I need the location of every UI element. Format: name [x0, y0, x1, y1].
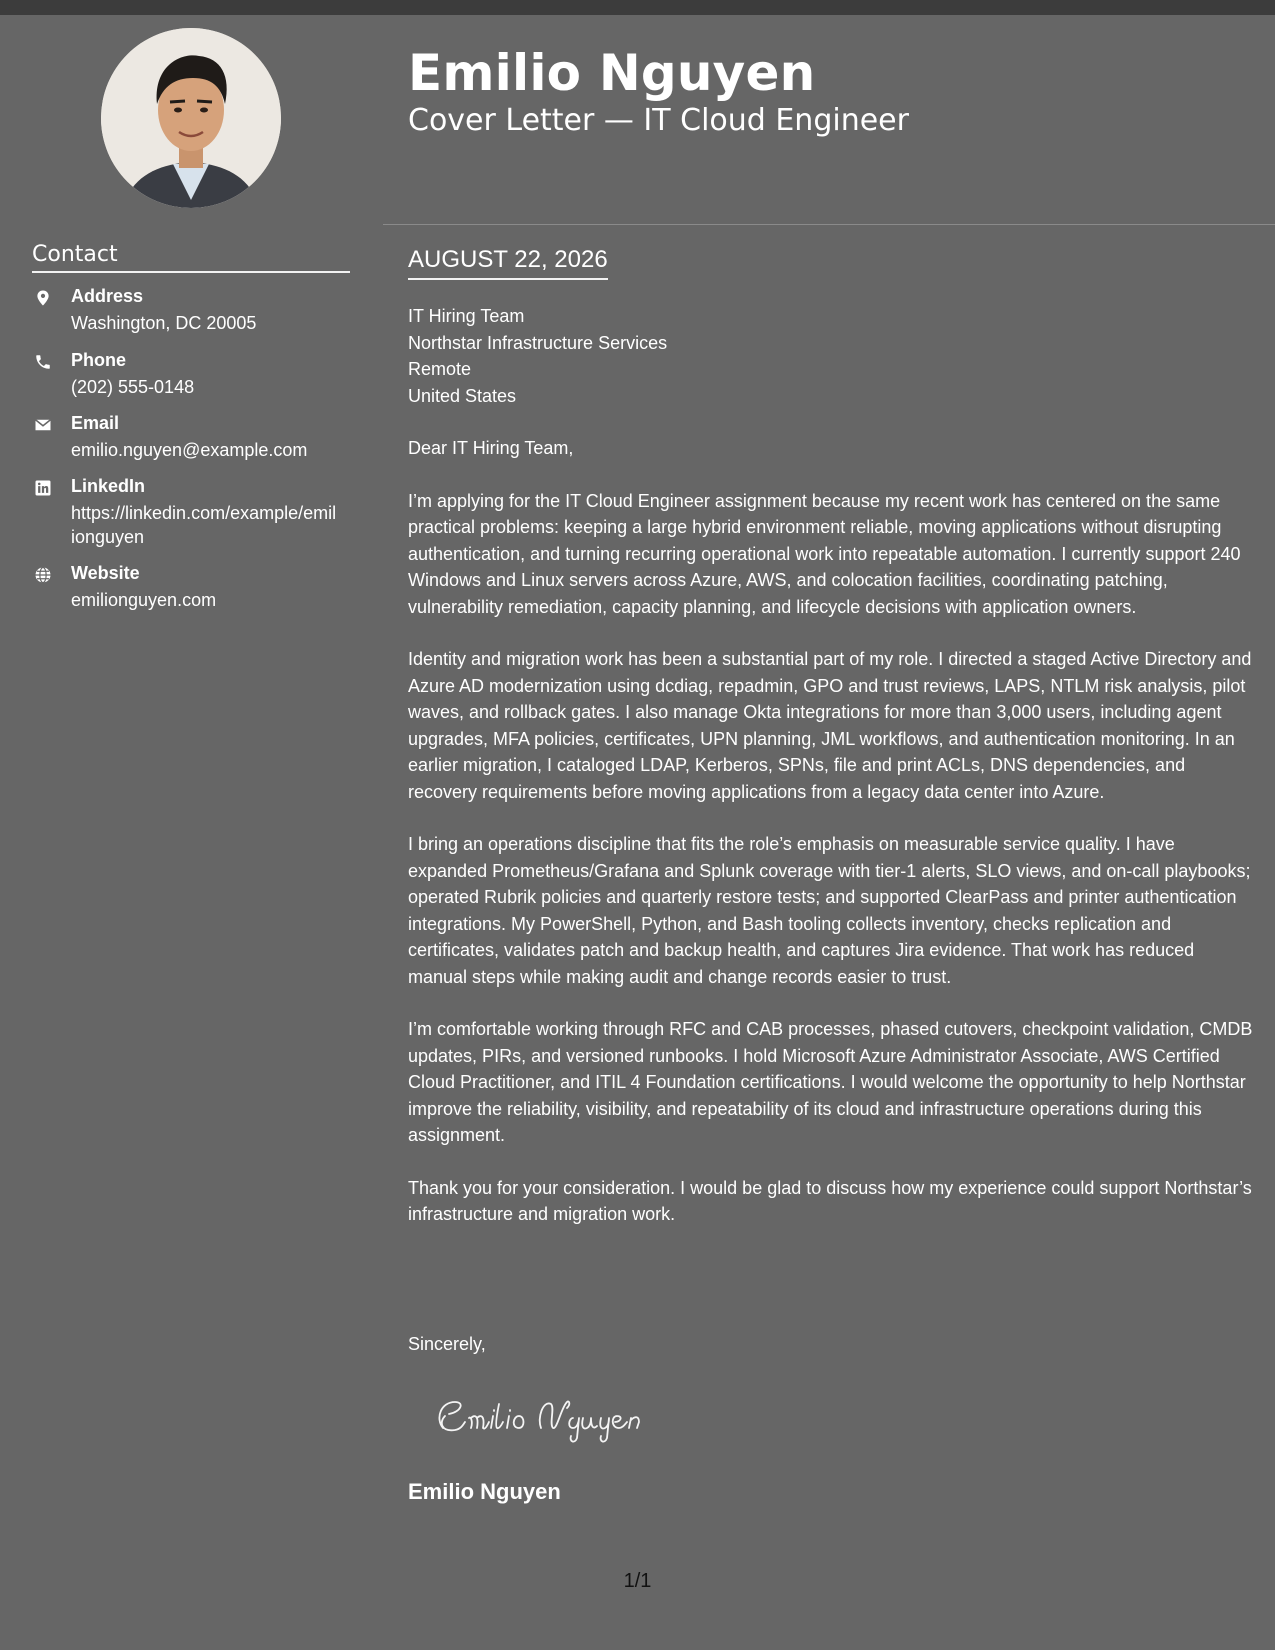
- letter-date: AUGUST 22, 2026: [408, 246, 608, 280]
- contact-value: Washington, DC 20005: [71, 313, 257, 333]
- page-number: 1/1: [623, 1570, 652, 1592]
- recipient-block: [408, 303, 667, 409]
- recipient-line: IT Hiring Team: [408, 306, 525, 326]
- phone-icon: [34, 353, 52, 371]
- contact-value[interactable]: emilio.nguyen@example.com: [71, 440, 308, 460]
- letter-paragraph: Thank you for your consideration. I would be glad to discuss how my experience could support Northstar’s infrastructure and migration work.: [408, 1177, 1252, 1224]
- contact-label: LinkedIn: [71, 476, 146, 496]
- letter-paragraph: Identity and migration work has been a substantial part of my role. I directed a staged Active Directory and Azure AD modernization using dcdiag, repadmin, GPO and trust reviews, LAPS, NTLM risk analysis, pilot waves, and rollback gates. I also manage Okta integrations for more than 3,000 users, including agent upgrades, MFA policies, certificates, UPN planning, JML workflows, and authentication monitoring. In an earlier migration, I cataloged LDAP, Kerberos, SPNs, file and print ACLs, DNS dependencies, and recovery requirements before moving applications from a legacy data center into Azure.: [408, 649, 1252, 802]
- salutation: Dear IT Hiring Team,: [408, 438, 574, 458]
- signer-name: Emilio Nguyen: [408, 1479, 561, 1504]
- avatar: [101, 28, 281, 208]
- globe-icon: [34, 566, 52, 584]
- recipient-line: Remote: [408, 359, 472, 379]
- contact-value[interactable]: https://linkedin.com/example/emilionguyen: [71, 503, 337, 547]
- contact-label: Address: [71, 286, 144, 306]
- letter-paragraph: I’m applying for the IT Cloud Engineer assignment because my recent work has centered on the same practical problems: keeping a large hybrid environment reliable, moving applications without disrupting authentication, and turning recurring operational work into repeatable automation. I currently support 240 Windows and Linux servers across Azure, AWS, and colocation facilities, coordinating patching, vulnerability remediation, capacity planning, and lifecycle decisions with application owners.: [408, 490, 1241, 617]
- letter-body: [408, 435, 1256, 1254]
- document-subtitle: Cover Letter — IT Cloud Engineer: [408, 103, 909, 138]
- header-divider: [383, 224, 1275, 225]
- envelope-icon: [34, 416, 52, 434]
- contact-value: (202) 555-0148: [71, 377, 195, 397]
- contact-label: Email: [71, 413, 120, 433]
- top-bar: [0, 0, 1275, 15]
- contact-heading: Contact: [32, 242, 350, 273]
- handwritten-signature: [425, 1388, 665, 1448]
- contact-label: Website: [71, 563, 140, 583]
- contact-label: Phone: [71, 350, 127, 370]
- letter-paragraph: I bring an operations discipline that fits the role’s emphasis on measurable service quality. I have expanded Prometheus/Grafana and Splunk coverage with tier-1 alerts, SLO views, and on-call playbooks; operated Rubrik policies and quarterly restore tests; and supported ClearPass and printer authentication integrations. My PowerShell, Python, and Bash tooling collects inventory, checks replication and certificates, validates patch and backup health, and captures Jira evidence. That work has reduced manual steps while making audit and change records easier to trust.: [408, 834, 1251, 987]
- location-pin-icon: [34, 289, 52, 307]
- closing: Sincerely,: [408, 1334, 486, 1354]
- linkedin-icon: [34, 479, 52, 497]
- contact-value[interactable]: emilionguyen.com: [71, 590, 217, 610]
- letter-paragraph: I’m comfortable working through RFC and CAB processes, phased cutovers, checkpoint validation, CMDB updates, PIRs, and versioned runbooks. I hold Microsoft Azure Administrator Associate, AWS Certified Cloud Practitioner, and ITIL 4 Foundation certifications. I would welcome the opportunity to help Northstar improve the reliability, visibility, and repeatability of its cloud and infrastructure operations during this assignment.: [408, 1019, 1253, 1145]
- recipient-line: United States: [408, 385, 517, 406]
- recipient-line: Northstar Infrastructure Services: [408, 332, 668, 353]
- applicant-name: Emilio Nguyen: [408, 44, 816, 102]
